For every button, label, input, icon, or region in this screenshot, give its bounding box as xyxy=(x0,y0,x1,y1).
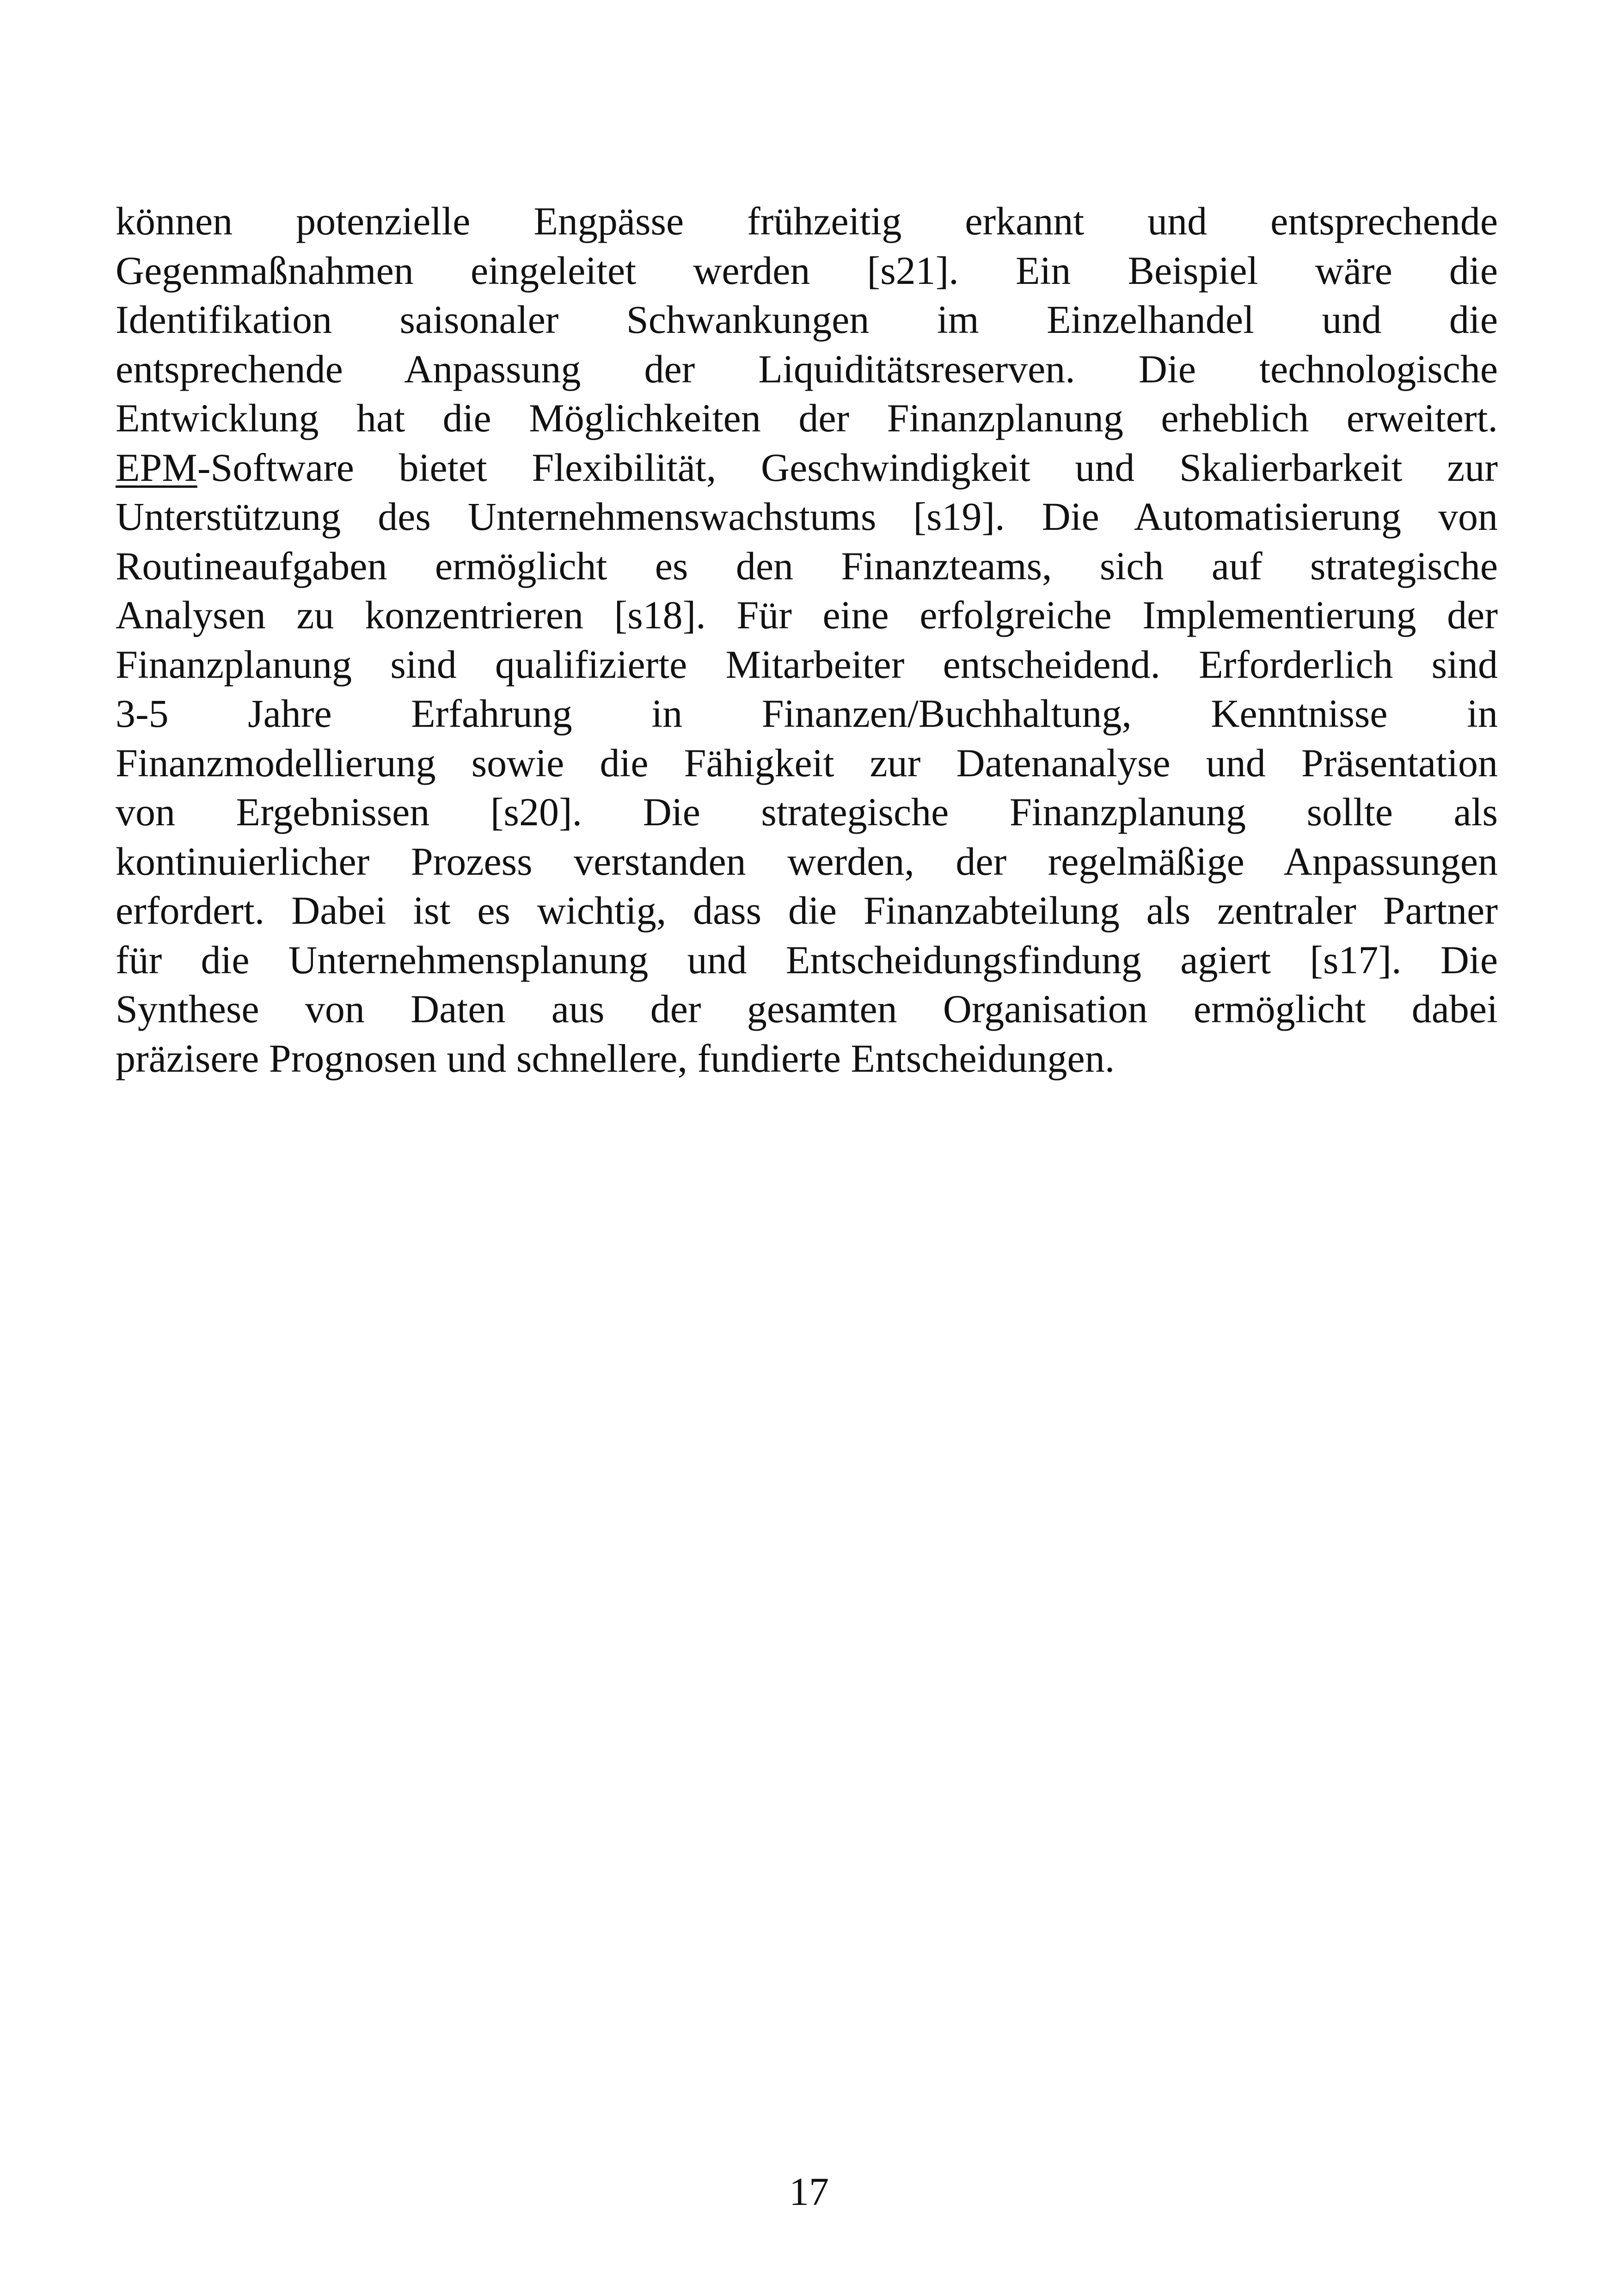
page-number: 17 xyxy=(789,2169,829,2214)
text-line: Analysen zu konzentrieren [s18]. Für eine erfolgreiche Implementierung der xyxy=(116,593,1498,637)
text-line: Synthese von Daten aus der gesamten Organisation ermöglicht dabei xyxy=(116,987,1498,1031)
text-line-epm xyxy=(116,443,1498,492)
text-line: Finanzmodellierung sowie die Fähigkeit zur Datenanalyse und Präsentation xyxy=(116,740,1498,785)
text-line: 3-5 Jahre Erfahrung in Finanzen/Buchhaltung, Kenntnisse in xyxy=(116,691,1498,736)
text-line: Finanzplanung sind qualifizierte Mitarbeiter entscheidend. Erforderlich sind xyxy=(116,642,1498,687)
text-line-rest: -Software bietet Flexibilität, Geschwindigkeit und Skalierbarkeit zur xyxy=(197,445,1498,490)
text-line: für die Unternehmensplanung und Entscheidungsfindung agiert [s17]. Die xyxy=(116,937,1498,982)
text-line: von Ergebnissen [s20]. Die strategische Finanzplanung sollte als xyxy=(116,790,1498,834)
text-line: erfordert. Dabei ist es wichtig, dass die Finanzabteilung als zentraler Partner xyxy=(116,888,1498,933)
text-line: Unterstützung des Unternehmenswachstums [s19]. Die Automatisierung von xyxy=(116,494,1498,539)
text-line-last: präzisere Prognosen und schnellere, fundierte Entscheidungen. xyxy=(116,1036,1115,1080)
text-line: entsprechende Anpassung der Liquiditätsreserven. Die technologische xyxy=(116,346,1498,391)
text-line: können potenzielle Engpässe frühzeitig erkannt und entsprechende xyxy=(116,199,1498,243)
epm-abbreviation-link[interactable]: EPM xyxy=(116,445,197,490)
text-line: kontinuierlicher Prozess verstanden werden, der regelmäßige Anpassungen xyxy=(116,839,1498,884)
text-line: Routineaufgaben ermöglicht es den Finanzteams, sich auf strategische xyxy=(116,543,1498,588)
body-paragraph xyxy=(116,196,1498,1083)
text-line: Identifikation saisonaler Schwankungen im Einzelhandel und die xyxy=(116,297,1498,342)
text-line: Entwicklung hat die Möglichkeiten der Finanzplanung erheblich erweitert. xyxy=(116,396,1498,440)
text-line: Gegenmaßnahmen eingeleitet werden [s21]. Ein Beispiel wäre die xyxy=(116,248,1498,293)
